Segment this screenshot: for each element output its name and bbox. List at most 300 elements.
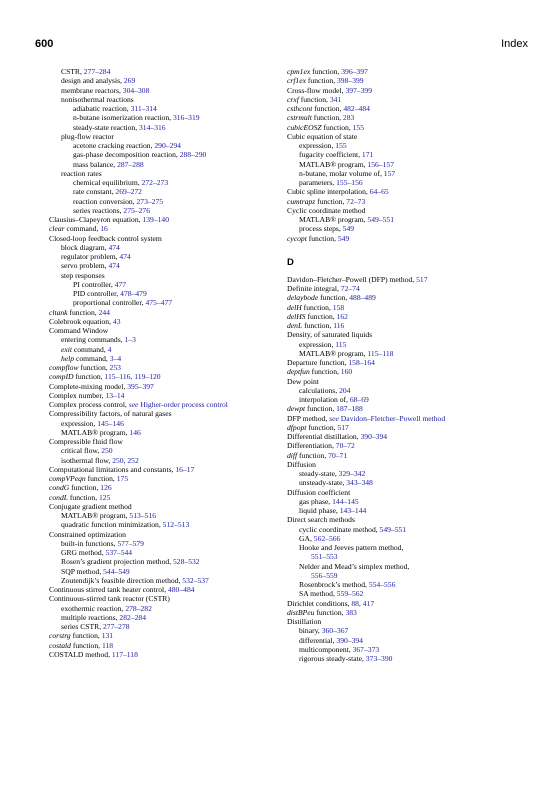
page-reference-link[interactable]: 146 [129,427,141,437]
entry-term-suffix: function, [306,233,338,243]
entry-term-suffix: function, [67,307,99,317]
index-entry [49,317,294,326]
entry-term: liquid phase, [299,506,340,515]
entry-term-suffix: function, [306,422,338,432]
entry-term-suffix: function, [318,293,350,303]
index-entry [49,456,294,465]
page-reference-link[interactable]: 171 [361,150,374,160]
page-reference-link[interactable]: 290–294 [154,141,181,150]
index-entry [49,604,294,613]
entry-term-suffix: function, [305,76,337,86]
index-entry [49,335,294,344]
index-entry [287,234,532,243]
page-reference-link[interactable]: 187–188 [336,404,363,414]
page-reference-link[interactable]: 512–513 [162,520,190,530]
entry-term: Differential distillation, [287,432,361,441]
page-reference-link[interactable]: 115–116, 119–120 [104,372,161,382]
page-reference-link[interactable]: 273–275 [136,196,164,206]
page-reference-link[interactable]: 13–14 [105,390,125,400]
page-reference-link[interactable]: 304–308 [122,85,150,95]
page-reference-link[interactable]: 549 [342,224,355,234]
entry-term: csthcont [287,104,313,113]
entry-term: n-butane isomerization reaction, [73,113,173,123]
index-entry [287,636,532,645]
page-reference-link[interactable]: 160 [340,367,353,377]
see-reference-link[interactable]: Higher-order process control [138,400,228,409]
index-entry [49,271,294,280]
page-reference-link[interactable]: 480–484 [167,585,195,594]
page-reference-link[interactable]: 398–399 [337,76,364,86]
entry-term: reaction conversion, [73,196,137,206]
page-reference-link[interactable]: 395–397 [127,381,154,391]
index-entry [287,599,532,608]
index-entry [287,589,532,598]
page-reference-link[interactable]: 341 [329,94,342,104]
entry-term: delH [287,302,302,312]
entry-term-suffix: function, [302,321,334,330]
entry-term: expression, [299,141,336,150]
page-reference-link[interactable]: 314–316 [139,122,166,132]
page-reference-link[interactable]: 544–549 [103,566,130,576]
page-reference-link[interactable]: 162 [336,311,348,321]
entry-term: Complex process control, [49,400,129,409]
page-reference-link[interactable]: 528–532 [173,557,200,567]
entry-term: distBPeu [287,607,315,617]
entry-term: Definite integral, [287,284,341,293]
index-entry [49,215,294,224]
entry-term-suffix: command, [64,224,101,234]
entry-term: MATLAB® program, [61,511,130,520]
index-entry [49,465,294,474]
page-reference-link[interactable]: 158–164 [348,358,375,367]
entry-term: crf1ex [287,76,306,86]
entry-term: exothermic reaction, [61,603,126,613]
entry-term: reaction rates [61,168,102,178]
index-entry [287,95,532,104]
entry-term: Diffusion coefficient [287,487,351,497]
entry-term: Cubic equation of state [287,131,358,141]
page-header [0,38,558,52]
running-title: Index [501,38,528,50]
page-reference-link[interactable]: 157 [383,168,396,178]
page-reference-link[interactable]: 577–579 [117,538,144,548]
page-reference-link[interactable]: 269 [123,76,136,86]
page-reference-link[interactable]: 517 [337,422,349,432]
page-reference-link[interactable]: 68–69 [349,395,369,404]
index-entry [287,340,532,349]
entry-term-suffix: command, [71,344,108,354]
page-reference-link[interactable]: 482–484 [343,104,370,113]
page-reference-link[interactable]: 556–559 [311,570,338,580]
entry-term: condG [49,483,70,493]
page-reference-link[interactable]: 396–397 [341,67,368,76]
index-entry [49,197,294,206]
index-entry [49,86,294,95]
index-entry [287,404,532,413]
entry-term: entering commands, [61,335,125,345]
entry-term: Cubic spline interpolation, [287,187,370,197]
page-reference-link[interactable]: 72–73 [346,196,366,206]
index-entry [287,469,532,478]
entry-term: Constrained optimization [49,529,126,539]
page-reference-link[interactable]: 551–553 [311,552,338,562]
page-reference-link[interactable]: 143–144 [339,506,367,515]
page-reference-link[interactable]: 277–278 [102,622,130,631]
page-reference-link[interactable]: 1–3 [124,335,136,345]
entry-term: membrane reactors, [61,85,123,95]
page-reference-link[interactable]: 145–146 [97,418,124,428]
entry-term: denL [287,321,303,330]
index-entry [49,483,294,492]
entry-term: MATLAB® program, [299,348,368,358]
entry-term: quadratic function minimization, [61,520,163,530]
entry-term: GA, [299,533,314,543]
entry-term: gas-phase decomposition reaction, [73,150,180,160]
page-reference-link[interactable]: 125 [99,492,111,502]
entry-term: series reactions, [73,205,124,215]
entry-term: exit [61,344,72,354]
entry-term: DFP method, [287,413,330,423]
index-entry [49,530,294,539]
index-entry [287,349,532,358]
index-entry [287,506,532,515]
index-entry [49,567,294,576]
page-reference-link[interactable]: 474 [119,252,131,261]
page-reference-link[interactable]: 477 [114,279,127,289]
index-entry [49,493,294,502]
index-entry [287,206,532,215]
entry-term: cycopt [287,233,307,243]
index-entry [287,460,532,469]
entry-term: isothermal flow, [61,455,113,465]
entry-term: Complex number, [49,390,106,400]
page-reference-link[interactable]: 549–551 [367,215,394,224]
index-entry [287,580,532,589]
index-entry [49,252,294,261]
index-entry [287,451,532,460]
entry-term: Compressible fluid flow [49,437,123,446]
entry-term: process steps, [299,224,343,234]
index-entry [287,552,532,561]
index-entry [287,395,532,404]
page-reference-link[interactable]: 155–156 [336,178,363,187]
entry-term: Compressibility factors, of natural gases [49,409,172,419]
index-entry [287,275,532,284]
page-reference-link[interactable]: 64–65 [369,187,389,197]
entry-term: compVPeqn [49,474,86,483]
index-entry [49,539,294,548]
page-reference-link[interactable]: 329–342 [338,469,366,478]
index-entry [287,104,532,113]
entry-term: delaybode [287,293,319,303]
entry-term: cyclic coordinate method, [299,524,380,534]
entry-term: step responses [61,270,105,280]
page-reference-link[interactable]: 272–273 [141,178,169,187]
page-reference-link[interactable]: 283 [342,113,355,123]
entry-term-suffix: function, [67,492,99,502]
entry-term: nonisothermal reactions [61,94,134,104]
index-entry [287,441,532,450]
page-reference-link[interactable]: 275–276 [123,205,150,215]
entry-term: multiple reactions, [61,612,120,622]
page-reference-link[interactable]: 156–157 [367,159,394,169]
page-reference-link[interactable]: 517 [416,274,428,284]
entry-term: Continuous stirred tank heater control, [49,585,168,594]
entry-term: steady-state, [299,469,339,478]
entry-term: Departure function, [287,358,349,367]
page-reference-link[interactable]: 559–562 [336,589,364,599]
index-entry [49,631,294,640]
index-entry [287,377,532,386]
entry-term: corstrg [49,631,71,641]
entry-term: SQP method, [61,566,104,576]
index-entry [287,303,532,312]
index-entry [49,141,294,150]
entry-term: chemical equilibrium, [73,178,142,187]
entry-term-suffix: function, [314,607,346,617]
entry-term-suffix: function, [70,640,102,650]
page-reference-link[interactable]: 244 [98,307,110,317]
page-reference-link[interactable]: 117–118 [111,649,138,659]
entry-term: Conjugate gradient method [49,501,132,511]
index-entry [49,520,294,529]
entry-term: compflow [49,363,79,372]
index-entry [287,617,532,626]
index-entry [49,650,294,659]
page-reference-link[interactable]: 474 [108,242,120,252]
entry-term-suffix: function, [69,483,101,493]
entry-term: delHS [287,311,306,321]
entry-term: Diffusion [287,459,316,469]
entry-term: acetone cracking reaction, [73,141,155,150]
page-reference-link[interactable]: 532–537 [182,575,209,585]
entry-term: help [61,353,75,363]
entry-term: n-butane, molar volume of, [299,168,384,178]
entry-term: block diagram, [61,242,109,252]
index-entry [287,150,532,159]
see-reference-label: see [128,400,139,409]
entry-term: CSTR, [61,67,84,76]
index-entry [287,497,532,506]
index-entry [287,478,532,487]
index-entry [287,284,532,293]
page-reference-link[interactable]: 118 [101,640,114,650]
index-entry [287,543,532,552]
page-reference-link[interactable]: 144–145 [332,496,359,506]
index-entry [287,178,532,187]
page-reference-link[interactable]: 311–314 [130,104,157,113]
entry-term: compID [49,372,74,382]
index-entry [287,224,532,233]
index-entry [49,419,294,428]
page-reference-link[interactable]: 478–479 [120,289,147,298]
index-entry [287,562,532,571]
page-reference-link[interactable]: 72–74 [340,284,360,293]
page-reference-link[interactable]: 390–394 [360,432,388,441]
entry-term: servo problem, [61,261,109,271]
entry-term-suffix: function, [78,363,110,372]
index-entry [287,321,532,330]
index-entry [49,641,294,650]
index-entry [49,67,294,76]
page-reference-link[interactable]: 383 [345,607,357,617]
entry-term: crxf [287,94,299,104]
index-entry [49,372,294,381]
index-entry [287,187,532,196]
page-reference-link[interactable]: 175 [116,474,129,483]
entry-term-suffix: function, [305,311,337,321]
index-entry [49,446,294,455]
index-entry [49,585,294,594]
entry-term: Continuous-stirred tank reactor (CSTR) [49,594,170,604]
index-entry [49,502,294,511]
page-reference-link[interactable]: 3–4 [109,353,122,363]
entry-term: clear [49,224,65,234]
page-reference-link[interactable]: 278–282 [125,603,152,613]
index-entry [287,423,532,432]
page-reference-link[interactable]: 513–516 [129,511,156,520]
page-reference-link[interactable]: 549–551 [379,524,407,534]
entry-term: rate constant, [73,187,116,197]
index-entry [287,654,532,663]
page-reference-link[interactable]: 4 [107,344,112,354]
page-reference-link[interactable]: 488–489 [349,293,376,303]
index-entry [49,298,294,307]
page-reference-link[interactable]: 70–72 [335,441,355,451]
page-reference-link[interactable]: 549 [337,233,350,243]
entry-term: adiabatic reaction, [73,104,131,113]
page-reference-link[interactable]: 126 [100,483,112,493]
page-reference-link[interactable]: 155 [335,141,347,150]
page-reference-link[interactable]: 288–290 [179,150,207,160]
page-reference-link[interactable]: 287–288 [117,159,144,169]
index-entry [49,160,294,169]
entry-term: Dirichlet conditions, [287,598,352,608]
entry-term: gas phase, [299,496,333,506]
page-reference-link[interactable]: 115–118 [367,348,394,358]
page-reference-link[interactable]: 88, 417 [351,598,375,608]
index-entry [287,76,532,85]
see-reference-label: see [329,413,339,423]
page-reference-link[interactable]: 562–566 [313,533,341,543]
page-reference-link[interactable]: 373–390 [365,654,393,663]
entry-term: design and analysis, [61,76,124,86]
page-reference-link[interactable]: 367–373 [352,644,380,654]
entry-term: Closed-loop feedback control system [49,233,162,243]
entry-term: plug-flow reactor [61,131,114,141]
index-entry [49,326,294,335]
page-reference-link[interactable]: 116 [333,321,345,330]
entry-term: expression, [61,418,98,428]
entry-term: parameters, [299,178,337,187]
page-reference-link[interactable]: 474 [108,261,120,271]
index-entry [287,67,532,76]
page-reference-link[interactable]: 277–284 [83,67,111,76]
index-entry [287,534,532,543]
index-entry [49,243,294,252]
entry-term: Davidon–Fletcher–Powell (DFP) method, [287,274,417,284]
entry-term: Clausius–Clapeyron equation, [49,215,143,224]
page-reference-link[interactable]: 250, 252 [112,455,139,465]
index-entry [287,169,532,178]
entry-term: unsteady-state, [299,478,347,488]
index-entry [49,363,294,372]
entry-term: Differentiation, [287,441,336,451]
index-entry [49,613,294,622]
entry-term: Nelder and Mead’s simplex method, [299,561,410,571]
entry-term-suffix: function, [315,196,347,206]
page-reference-link[interactable]: 43 [112,316,121,326]
entry-term: multicomponent, [299,644,353,654]
index-entry [49,594,294,603]
entry-term: fugacity coefficient, [299,150,362,160]
index-entry [49,150,294,159]
section-letter-heading: D [287,256,294,268]
page-reference-link[interactable]: 360–367 [321,626,349,636]
index-entry [49,557,294,566]
page-reference-link[interactable]: 537–544 [105,548,133,557]
entry-term: cpm1ex [287,67,311,76]
page-reference-link[interactable]: 397–399 [345,85,373,95]
page-reference-link[interactable]: 269–272 [115,187,142,197]
index-entry [49,123,294,132]
entry-term-suffix: command, [74,353,110,363]
index-entry [287,414,532,423]
page-reference-link[interactable]: 70–71 [328,450,348,460]
page-reference-link[interactable]: 554–556 [368,580,396,589]
index-entry [287,571,532,580]
entry-term: dfpopt [287,422,307,432]
index-entry [49,113,294,122]
index-entry [287,312,532,321]
page-reference-link[interactable]: 204 [339,385,351,395]
page-reference-link[interactable]: 282–284 [119,612,146,622]
entry-term: Command Window [49,326,109,335]
index-entry [49,104,294,113]
page-reference-link[interactable]: 316–319 [172,113,200,123]
page-reference-link[interactable]: 158 [332,302,345,312]
entry-term: PI controller, [73,279,115,289]
page-reference-link[interactable]: 475–477 [145,298,173,308]
entry-term-suffix: function, [310,67,342,76]
entry-term: Dew point [287,376,319,386]
page-reference-link[interactable]: 131 [101,631,114,641]
see-reference-link[interactable]: Davidon–Fletcher–Powell method [338,413,446,423]
page-reference-link[interactable]: 16 [100,224,108,234]
entry-term: PID controller, [73,289,121,298]
page-reference-link[interactable]: 253 [109,363,121,372]
page-reference-link[interactable]: 16–17 [175,464,195,474]
index-entry [287,525,532,534]
page-reference-link[interactable]: 139–140 [142,215,170,224]
index-column-right [287,67,532,663]
page-reference-link[interactable]: 115 [335,339,347,349]
index-entry [287,432,532,441]
page-reference-link[interactable]: 250 [101,446,113,456]
page-reference-link[interactable]: 343–348 [346,478,373,488]
page-reference-link[interactable]: 390–394 [336,635,363,645]
index-column-left [49,67,294,659]
entry-term: Cyclic coordinate method [287,205,366,215]
entry-term-suffix: function, [321,122,353,132]
page-reference-link[interactable]: 155 [352,122,364,132]
entry-term: diff [287,450,298,460]
index-entry [287,488,532,497]
index-entry [49,400,294,409]
index-entry [49,289,294,298]
index-entry [287,141,532,150]
entry-term: proportional controller, [73,298,146,308]
